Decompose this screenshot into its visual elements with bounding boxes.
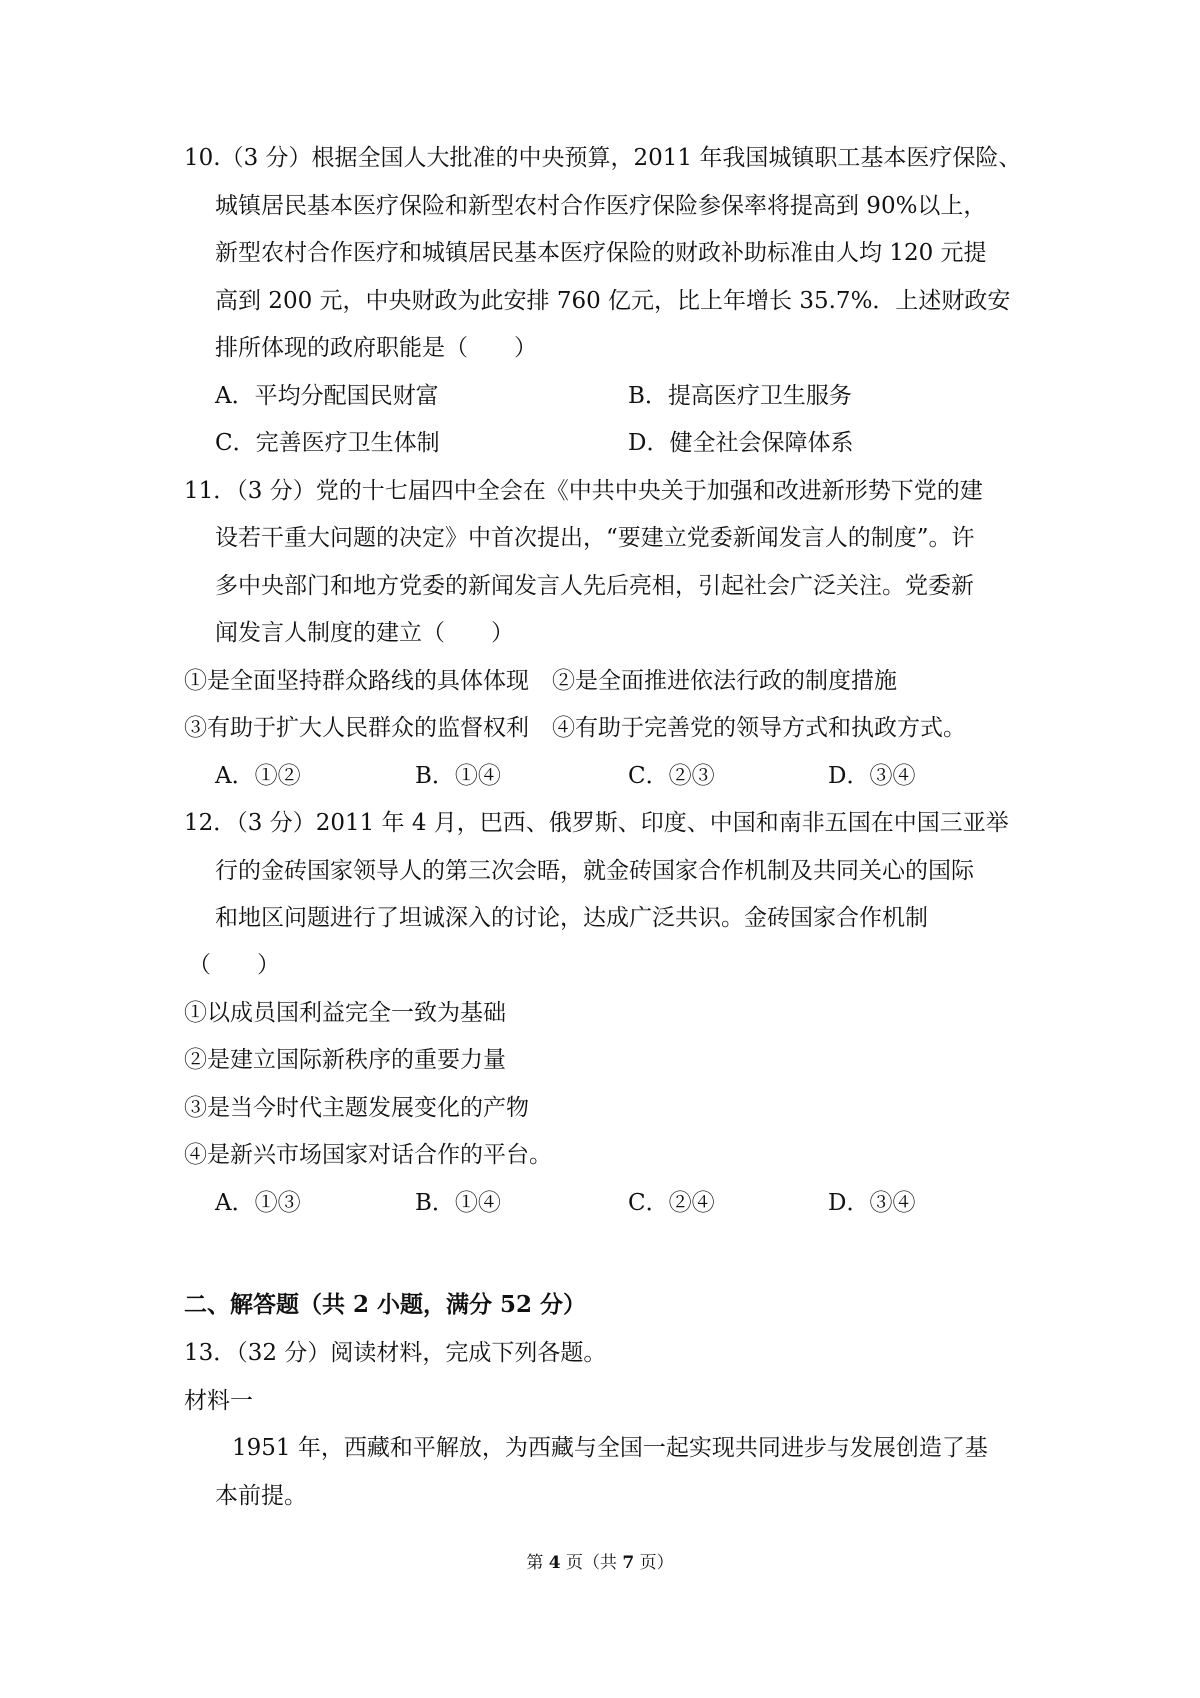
q11-option-a: A．①② <box>215 763 301 789</box>
q10-line-4: 高到 200 元，中央财政为此安排 760 亿元，比上年增长 35.7%．上述财政安 <box>215 288 1011 314</box>
section-heading: 二、解答题（共 2 小题，满分 52 分） <box>184 1291 587 1318</box>
page-footer <box>0 1548 1200 1573</box>
q10-option-a: A．平均分配国民财富 <box>215 383 439 409</box>
q12-statement-1: ①以成员国利益完全一致为基础 <box>184 1000 506 1026</box>
q11-line-4: 闻发言人制度的建立（ ） <box>215 620 514 646</box>
q12-line-3: 和地区问题进行了坦诚深入的讨论，达成广泛共识。金砖国家合作机制 <box>215 905 928 931</box>
q13-header: 13．（32 分）阅读材料，完成下列各题。 <box>184 1340 607 1366</box>
q10-option-b: B．提高医疗卫生服务 <box>628 383 852 409</box>
footer-total-pages: 7 <box>622 1553 635 1573</box>
q11-line-2: 设若干重大问题的决定》中首次提出，“要建立党委新闻发言人的制度”。许 <box>215 525 975 551</box>
q11-line-3: 多中央部门和地方党委的新闻发言人先后亮相，引起社会广泛关注。党委新 <box>215 573 974 599</box>
footer-middle: 页（共 <box>566 1553 617 1573</box>
q11-statement-2: ③有助于扩大人民群众的监督权利 ④有助于完善党的领导方式和执政方式。 <box>184 715 966 741</box>
q11-statement-1: ①是全面坚持群众路线的具体体现 ②是全面推进依法行政的制度措施 <box>184 668 897 694</box>
footer-suffix: 页） <box>639 1553 674 1573</box>
q12-option-c: C．②④ <box>628 1190 715 1216</box>
q12-line-4: （ ） <box>188 952 280 978</box>
q12-statement-4: ④是新兴市场国家对话合作的平台。 <box>184 1142 552 1168</box>
q10-line-2: 城镇居民基本医疗保险和新型农村合作医疗保险参保率将提高到 90%以上， <box>215 193 987 219</box>
q13-material-line-2: 本前提。 <box>215 1483 307 1509</box>
q12-statement-2: ②是建立国际新秩序的重要力量 <box>184 1047 506 1073</box>
footer-prefix: 第 <box>526 1553 544 1573</box>
q12-line-2: 行的金砖国家领导人的第三次会晤，就金砖国家合作机制及共同关心的国际 <box>215 858 974 884</box>
q13-material-label: 材料一 <box>184 1388 253 1414</box>
q11-option-d: D．③④ <box>828 763 916 789</box>
q12-option-d: D．③④ <box>828 1190 916 1216</box>
footer-page-number: 4 <box>548 1553 561 1573</box>
q13-material-line-1: 1951 年，西藏和平解放，为西藏与全国一起实现共同进步与发展创造了基 <box>232 1435 988 1461</box>
q10-option-c: C．完善医疗卫生体制 <box>215 430 440 456</box>
q11-option-b: B．①④ <box>415 763 501 789</box>
q12-line-1: 12．（3 分）2011 年 4 月，巴西、俄罗斯、印度、中国和南非五国在中国三亚举 <box>184 810 1009 836</box>
q12-option-a: A．①③ <box>215 1190 301 1216</box>
q10-line-3: 新型农村合作医疗和城镇居民基本医疗保险的财政补助标准由人均 120 元提 <box>215 240 987 266</box>
q11-line-1: 11．（3 分）党的十七届四中全会在《中共中央关于加强和改进新形势下党的建 <box>184 478 983 504</box>
q11-option-c: C．②③ <box>628 763 715 789</box>
q10-option-d: D．健全社会保障体系 <box>628 430 854 456</box>
q10-line-1: 10.（3 分）根据全国人大批准的中央预算，2011 年我国城镇职工基本医疗保险、 <box>184 145 1022 171</box>
q12-option-b: B．①④ <box>415 1190 501 1216</box>
q10-line-5: 排所体现的政府职能是（ ） <box>215 335 537 361</box>
q12-statement-3: ③是当今时代主题发展变化的产物 <box>184 1095 529 1121</box>
